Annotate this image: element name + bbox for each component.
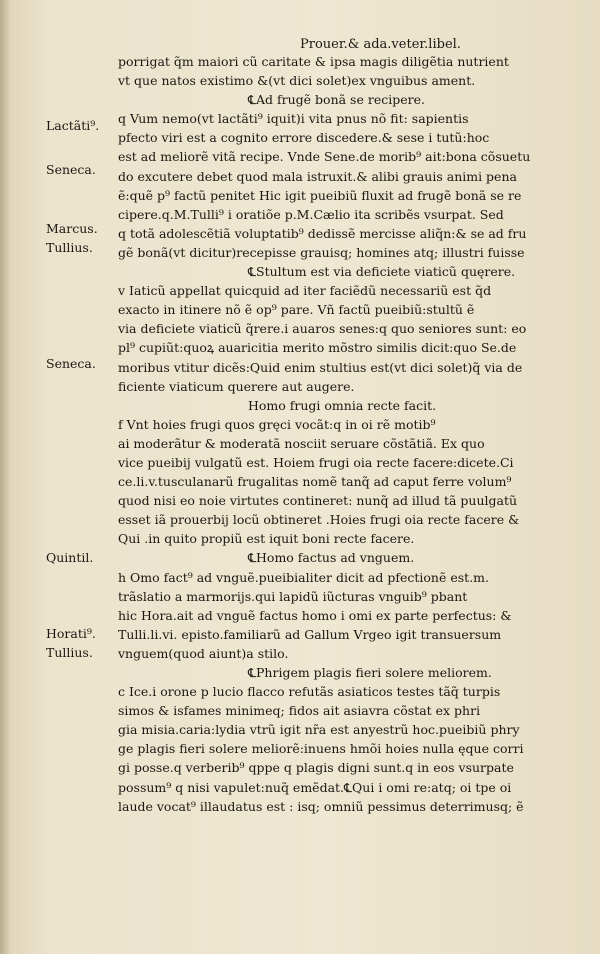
- text-line: hic Hora.ait ad vnguẽ factus homo i omi ex parte perfectus: &: [118, 607, 512, 623]
- margin-note-tullius-2: Tullius.: [46, 645, 93, 660]
- text-line: ce.li.v.tusculanarũ frugalitas nomẽ tanq̃ ad caput ferre volum⁹: [118, 474, 512, 490]
- text-line: est ad meliorẽ vitã recipe. Vnde Sene.de morib⁹ ait:bona cõsuetu: [118, 149, 531, 165]
- text-line: pfecto viri est a cognito errore discedere.& sese i tutũ:hoc: [118, 130, 490, 146]
- margin-note-seneca: Seneca.: [46, 162, 96, 177]
- text-line: pl⁹ cupiũt:quoꝝ auaricitia merito mõstro similis dicit:quo Se.de: [118, 340, 517, 356]
- text-line: q Vum nemo(vt lactãti⁹ iquit)i vita pnus nõ fit: sapientis: [118, 111, 469, 127]
- text-line: v Iaticũ appellat quicquid ad iter faciẽdũ necessariũ est q̃d: [118, 283, 492, 299]
- section-heading: ℄Phrigem plagis fieri solere meliorem.: [248, 665, 492, 680]
- text-line: porrigat q̃m maiori cũ caritate & ipsa magis diligẽtia nutrient: [118, 54, 509, 69]
- text-line: moribus vtitur dicẽs:Quid enim stultius est(vt dici solet)q̃ via de: [118, 359, 523, 375]
- text-line: ẽ:quẽ p⁹ factũ penitet Hic igit pueibiũ fluxit ad frugẽ bonã se re: [118, 187, 522, 203]
- section-heading: ℄Homo factus ad vnguem.: [248, 550, 415, 566]
- text-line: esset iã prouerbij locũ obtineret .Hoies frugi oia recte facere &: [118, 512, 520, 528]
- text-line: do excutere debet quod mala istruxit.& alibi grauis animi pena: [118, 168, 517, 184]
- text-line: vnguem(quod aiunt)a stilo.: [118, 645, 289, 661]
- text-line: gia misia.caria:lydia vtrũ igit nr̃a est anyestrũ hoc.pueibiũ phry: [118, 722, 520, 738]
- text-line: Tulli.li.vi. episto.familiarũ ad Gallum Vrgeo igit transuersum: [118, 626, 502, 642]
- text-line: ai moderãtur & moderatã nosciit seruare cõstãtiã. Ex quo: [118, 435, 485, 451]
- section-heading: ℄Ad frugẽ bonã se recipere.: [248, 92, 425, 108]
- section-heading: Homo frugi omnia recte facit.: [248, 397, 437, 413]
- text-line: f Vnt hoies frugi quos gręci vocãt:q in oi rẽ motib⁹: [118, 416, 436, 432]
- margin-note-tullius: Tullius.: [46, 240, 93, 255]
- text-line: gẽ bonã(vt dicitur)recepisse grauisq; homines atq; illustri fuisse: [118, 244, 525, 260]
- margin-note-marcus: Marcus.: [46, 221, 98, 236]
- page-gutter-shadow: [0, 0, 10, 954]
- text-line: ficiente viaticum querere aut augere.: [118, 378, 355, 394]
- text-line: gi posse.q verberib⁹ qppe q plagis digni sunt.q in eos vsurpate: [118, 760, 514, 776]
- text-column: [118, 52, 588, 816]
- text-line: possum⁹ q nisi vapulet:nuq̃ emẽdat.℄Qui i omi re:atq; oi tpe oi: [118, 779, 512, 795]
- text-line: vice pueibij vulgatũ est. Hoiem frugi oia recte facere:dicete.Ci: [118, 454, 514, 470]
- text-line: ge plagis fieri solere meliorẽ:inuens hmõi hoies nulla ęque corri: [118, 741, 524, 757]
- margin-note-lactantius: Lactãti⁹.: [46, 118, 100, 133]
- section-heading: ℄Stultum est via deficiete viaticũ quęrere.: [248, 264, 516, 280]
- margin-note-seneca-2: Seneca.: [46, 356, 96, 371]
- text-line: q totã adolescẽtiã voluptatib⁹ dedissẽ mercisse aliq̃n:& se ad fru: [118, 225, 527, 241]
- text-line: simos & isfames minimeq; fidos ait asiavra cõstat ex phri: [118, 703, 481, 719]
- text-line: laude vocat⁹ illaudatus est : isq; omniũ pessimus deterrimusq; ẽ: [118, 798, 524, 814]
- text-line: vt que natos existimo &(vt dici solet)ex vnguibus ament.: [118, 73, 476, 89]
- text-line: h Omo fact⁹ ad vnguẽ.pueibialiter dicit ad pfectionẽ est.m.: [118, 569, 489, 585]
- text-line: via deficiete viaticũ q̃rere.i auaros senes:q quo seniores sunt: eo: [118, 321, 527, 337]
- margin-note-quintilian: Quintil.: [46, 550, 94, 565]
- text-line: Qui .in quito propiũ est iquit boni recte facere.: [118, 531, 415, 547]
- text-line: exacto in itinere nõ ẽ op⁹ pare. Vñ factũ pueibiũ:stultũ ẽ: [118, 302, 475, 318]
- margin-note-horatius: Horati⁹.: [46, 626, 96, 641]
- text-line: trãslatio a marmorijs.qui lapidũ iũcturas vnguib⁹ pbant: [118, 588, 468, 604]
- text-line: quod nisi eo noie virtutes contineret: nunq̃ ad illud tã puulgatũ: [118, 493, 518, 509]
- text-line: c Ice.i orone p lucio flacco refutãs asiaticos testes tãq̃ turpis: [118, 684, 501, 700]
- text-line: cipere.q.M.Tulli⁹ i oratiõe p.M.Cælio ita scribẽs vsurpat. Sed: [118, 206, 504, 222]
- running-header: Prouer.& ada.veter.libel.: [300, 37, 461, 52]
